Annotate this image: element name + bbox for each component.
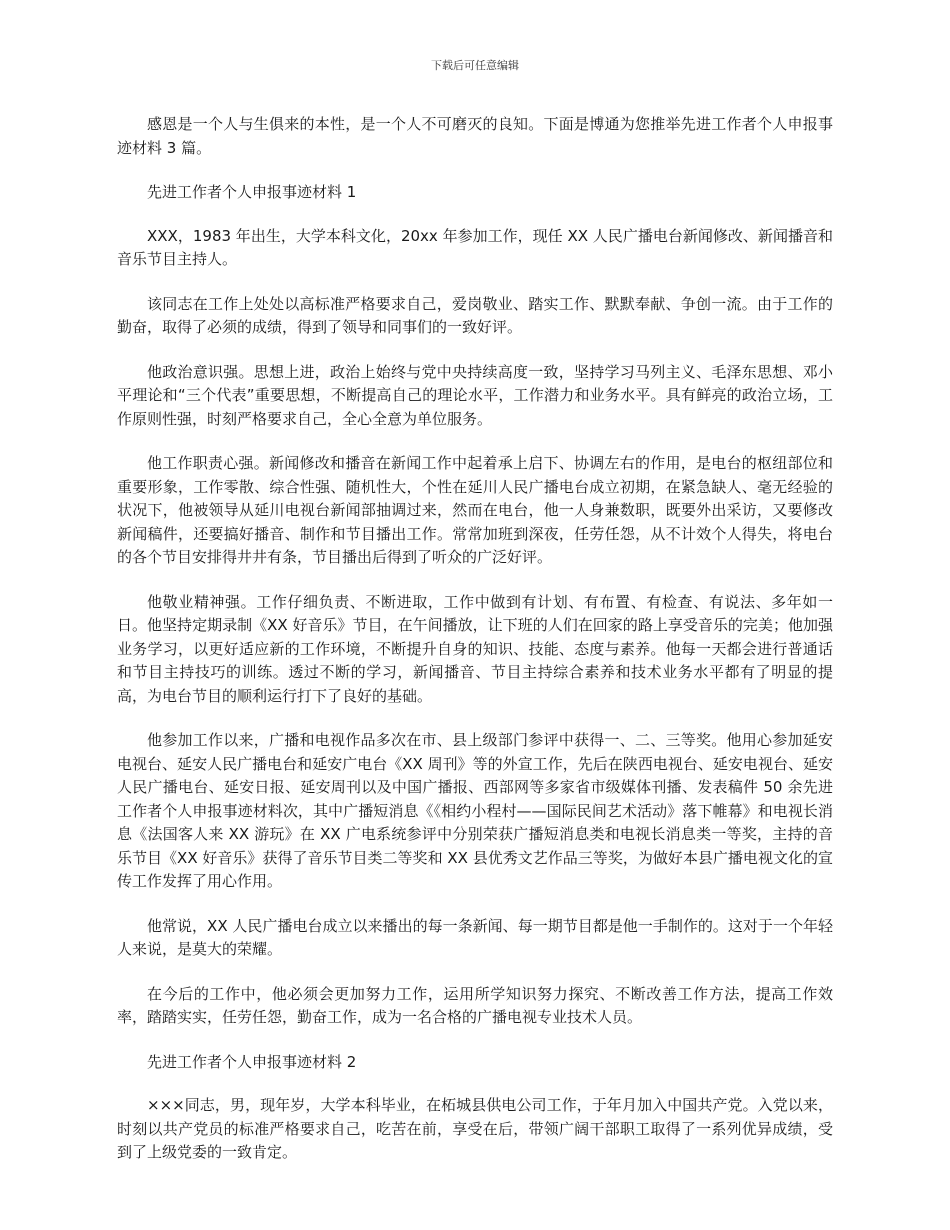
intro-paragraph: 感恩是一个人与生俱来的本性，是一个人不可磨灭的良知。下面是博通为您推举先进工作者个人申报事迹材料 3 篇。: [117, 115, 833, 157]
paragraph: 他敬业精神强。工作仔细负责、不断进取，工作中做到有计划、有布置、有检查、有说法、多年如一日。他坚持定期录制《XX 好音乐》节目，在午间播放，让下班的人们在回家的路上享受音乐的完美；他加强业务学习，以更好适应新的工作环境，不断提升自身的知识、技能、态度与素养。他每一天都会进行普通话和节目主持技巧的训练。透过不断的学习，新闻播音、节目主持综合素养和技术业务水平都有了明显的提高，为电台节目的顺利运行打下了良好的基础。: [117, 592, 833, 705]
paragraph: XXX，1983 年出生，大学本科文化，20xx 年参加工作，现任 XX 人民广播电台新闻修改、新闻播音和音乐节目主持人。: [117, 226, 833, 268]
paragraph: ×××同志，男，现年岁，大学本科毕业，在柘城县供电公司工作，于年月加入中国共产党。入党以来，时刻以共产党员的标准严格要求自己，吃苦在前，享受在后，带领广阔干部职工取得了一系列优异成绩，受到了上级党委的一致肯定。: [117, 1096, 833, 1161]
paragraph: 他政治意识强。思想上进，政治上始终与党中央持续高度一致，坚持学习马列主义、毛泽东思想、邓小平理论和“三个代表”重要思想，不断提高自己的理论水平，工作潜力和业务水平。具有鲜亮的政治立场，工作原则性强，时刻严格要求自己，全心全意为单位服务。: [117, 362, 834, 428]
document-body: [117, 113, 833, 1186]
paragraph: 他工作职责心强。新闻修改和播音在新闻工作中起着承上启下、协调左右的作用，是电台的枢纽部位和重要形象，工作零散、综合性强、随机性大，个性在延川人民广播电台成立初期，在紧急缺人、毫无经验的状况下，他被领导从延川电视台新闻部抽调过来，然而在电台，他一人身兼数职，既要外出采访，又要修改新闻稿件，还要搞好播音、制作和节目播出工作。常常加班到深夜，任劳任怨，从不计效个人得失，将电台的各个节目安排得井井有条，节目播出后得到了听众的广泛好评。: [117, 454, 833, 566]
paragraph: 该同志在工作上处处以高标准严格要求自己，爱岗敬业、踏实工作、默默奉献、争创一流。由于工作的勤奋，取得了必须的成绩，得到了领导和同事们的一致好评。: [117, 294, 833, 336]
section-title-1: 先进工作者个人申报事迹材料 1: [147, 183, 357, 201]
page-header: 下载后可任意编辑: [431, 59, 519, 72]
section-title-2: 先进工作者个人申报事迹材料 2: [147, 1052, 357, 1071]
paragraph: 他参加工作以来，广播和电视作品多次在市、县上级部门参评中获得一、二、三等奖。他用心参加延安电视台、延安人民广播电台和延安广电台《XX 周刊》等的外宣工作，先后在陕西电视台、延安电视台、延安人民广播电台、延安日报、延安周刊以及中国广播报、西部网等多家省市级媒体刊播、发表稿件 50 余先进工作者个人申报事迹材料次，其中广播短消息《《相约小程村——国际民间艺术活动》落下帷幕》和电视长消息《法国客人来 XX 游玩》在 XX 广电系统参评中分别荣获广播短消息类和电视长消息类一等奖，主持的音乐节目《XX 好音乐》获得了音乐节目类二等奖和 XX 县优秀文艺作品三等奖，为做好本县广播电视文化的宣传工作发挥了用心作用。: [117, 731, 833, 890]
paragraph: 他常说，XX 人民广播电台成立以来播出的每一条新闻、每一期节目都是他一手制作的。这对于一个年轻人来说，是莫大的荣耀。: [117, 916, 833, 958]
paragraph: 在今后的工作中，他必须会更加努力工作，运用所学知识努力探究、不断改善工作方法，提高工作效率，踏踏实实，任劳任怨，勤奋工作，成为一名合格的广播电视专业技术人员。: [117, 984, 833, 1026]
